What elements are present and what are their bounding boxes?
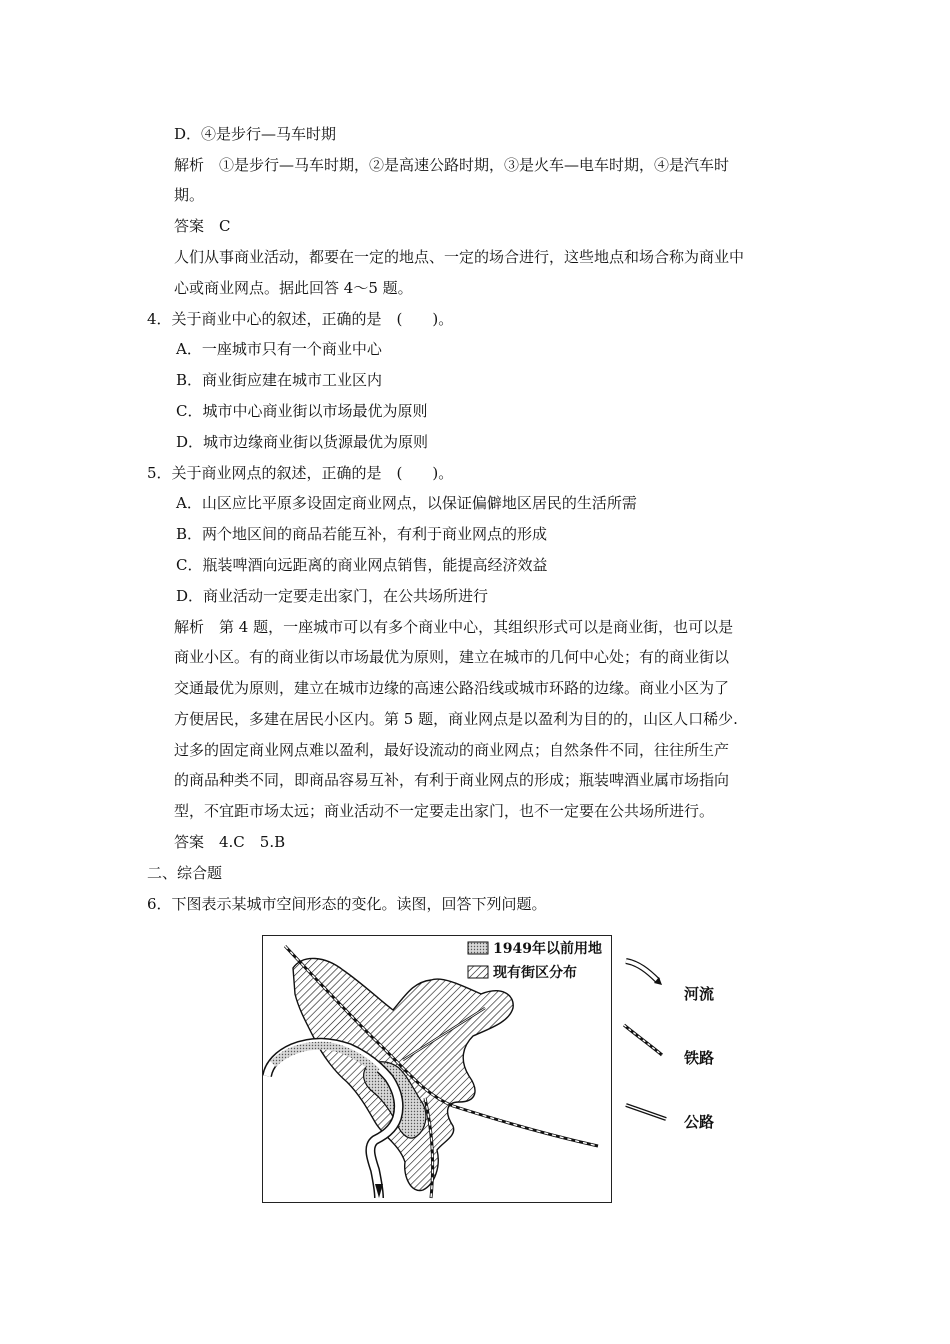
answer-45: 答案 4.C 5.B bbox=[174, 833, 286, 851]
river-legend-icon bbox=[626, 961, 662, 985]
q4-option-d: D．城市边缘商业街以货源最优为原则 bbox=[176, 433, 429, 451]
q3-option-d: D．④是步行—马车时期 bbox=[174, 125, 337, 143]
symbol-legend bbox=[622, 955, 742, 1145]
q3-analysis-line-1: 解析 ①是步行—马车时期，②是高速公路时期，③是火车—电车时期，④是汽车时 bbox=[174, 156, 730, 174]
q3-answer: 答案 C bbox=[174, 217, 231, 235]
q5-option-d: D．商业活动一定要走出家门，在公共场所进行 bbox=[176, 587, 489, 605]
q5-option-a: A．山区应比平原多设固定商业网点，以保证偏僻地区居民的生活所需 bbox=[176, 494, 637, 512]
question-4: 4．关于商业中心的叙述，正确的是 ( )。 bbox=[147, 310, 454, 328]
q5-option-b: B．两个地区间的商品若能互补，有利于商业网点的形成 bbox=[176, 525, 548, 543]
intro-line-2: 心或商业网点。据此回答 4～5 题。 bbox=[174, 279, 413, 297]
legend-road-label: 公路 bbox=[684, 1113, 715, 1131]
q4-option-c: C．城市中心商业街以市场最优为原则 bbox=[176, 402, 428, 420]
legend-pre1949-label: 1949年以前用地 bbox=[493, 941, 602, 957]
analysis-45-line-3: 交通最优为原则，建立在城市边缘的高速公路沿线或城市环路的边缘。商业小区为了 bbox=[174, 679, 730, 697]
analysis-45-line-4: 方便居民，多建在居民小区内。第 5 题，商业网点是以盈利为目的的，山区人口稀少. bbox=[174, 710, 738, 728]
q4-option-b: B．商业街应建在城市工业区内 bbox=[176, 371, 383, 389]
analysis-45-line-6: 的商品种类不同，即商品容易互补，有利于商业网点的形成；瓶装啤酒业属市场指向 bbox=[174, 771, 730, 789]
legend-railway-label: 铁路 bbox=[684, 1049, 715, 1067]
analysis-45-line-5: 过多的固定商业网点难以盈利，最好设流动的商业网点；自然条件不同，往往所生产 bbox=[174, 741, 730, 759]
section-2-heading: 二、综合题 bbox=[147, 864, 223, 882]
question-6: 6．下图表示某城市空间形态的变化。读图，回答下列问题。 bbox=[147, 895, 547, 913]
q3-analysis-line-2: 期。 bbox=[174, 186, 205, 204]
railway-legend-icon bbox=[624, 1025, 662, 1055]
question-5: 5．关于商业网点的叙述，正确的是 ( )。 bbox=[147, 464, 454, 482]
road-legend-icon bbox=[626, 1105, 666, 1119]
q5-option-c: C．瓶装啤酒向远距离的商业网点销售，能提高经济效益 bbox=[176, 556, 548, 574]
analysis-45-line-1: 解析 第 4 题，一座城市可以有多个商业中心，其组织形式可以是商业街，也可以是 bbox=[174, 618, 734, 636]
legend-current-label: 现有街区分布 bbox=[493, 965, 577, 981]
city-form-map bbox=[262, 935, 612, 1203]
intro-line-1: 人们从事商业活动，都要在一定的地点、一定的场合进行，这些地点和场合称为商业中 bbox=[174, 248, 745, 266]
analysis-45-line-2: 商业小区。有的商业街以市场最优为原则，建立在城市的几何中心处；有的商业街以 bbox=[174, 648, 730, 666]
analysis-45-line-7: 型，不宜距市场太远；商业活动不一定要走出家门，也不一定要在公共场所进行。 bbox=[174, 802, 715, 820]
map-legend bbox=[468, 942, 488, 978]
q4-option-a: A．一座城市只有一个商业中心 bbox=[176, 340, 382, 358]
legend-river-label: 河流 bbox=[684, 985, 715, 1003]
